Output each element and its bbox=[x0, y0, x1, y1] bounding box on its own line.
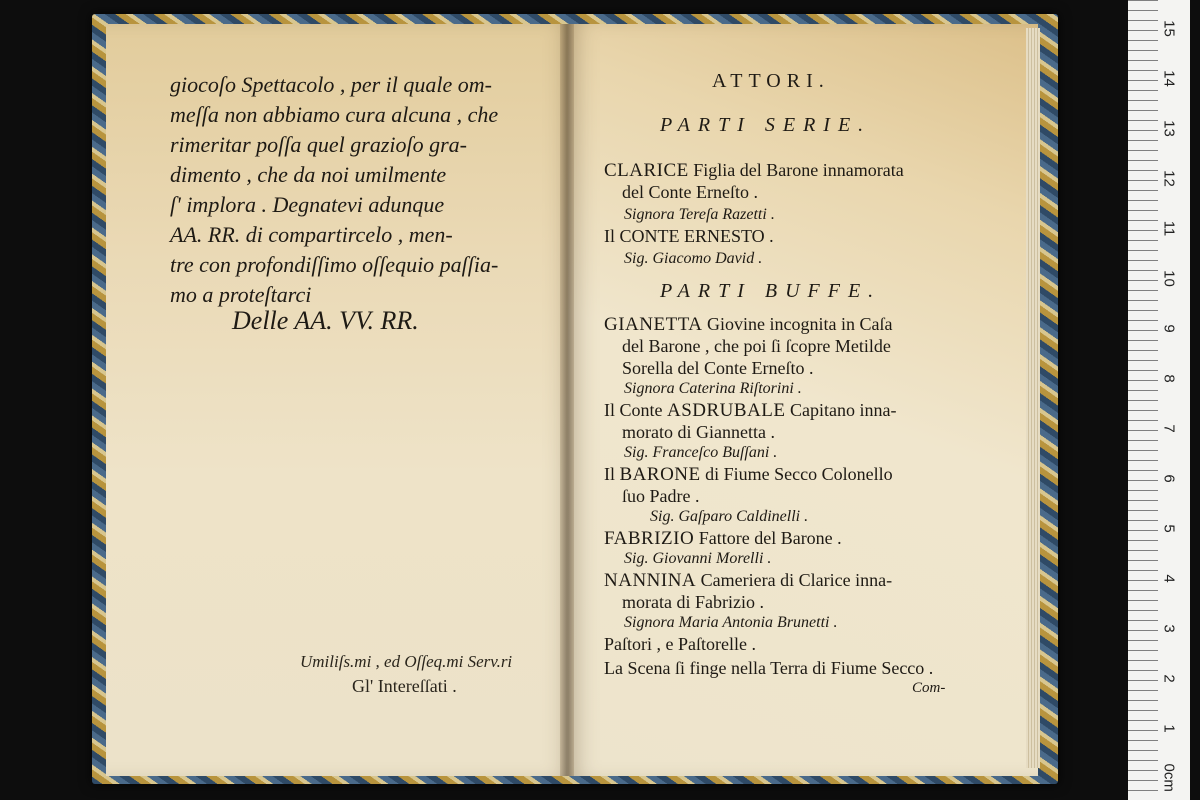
left-line: tre con profondiſſimo oſſequio paſſia- bbox=[170, 252, 499, 277]
measuring-ruler bbox=[1128, 0, 1190, 800]
parti-serie-heading: PARTI SERIE. bbox=[660, 114, 872, 136]
ruler-number: 11 bbox=[1160, 220, 1178, 237]
actor-line: Signora Caterina Riſtorini . bbox=[624, 380, 802, 397]
ruler-number: 5 bbox=[1160, 524, 1178, 533]
cast-line: CLARICE Figlia del Barone innamorata bbox=[604, 160, 904, 181]
ruler-number: 12 bbox=[1160, 170, 1178, 187]
book-gutter bbox=[560, 24, 574, 776]
cast-line: Il BARONE di Fiume Secco Colonello bbox=[604, 464, 893, 485]
ruler-ticks bbox=[1128, 0, 1158, 800]
left-line: meſſa non abbiamo cura alcuna , che bbox=[170, 102, 499, 127]
left-line: mo a proteſtarci bbox=[170, 282, 312, 307]
cast-line: Sorella del Conte Erneſto . bbox=[622, 358, 814, 378]
actor-line: Sig. Giovanni Morelli . bbox=[624, 550, 772, 567]
ruler-number: 13 bbox=[1160, 120, 1178, 137]
actor-line: Sig. Giacomo David . bbox=[624, 250, 763, 267]
ruler-number: 3 bbox=[1160, 624, 1178, 633]
actor-line: Sig. Gaſparo Caldinelli . bbox=[650, 508, 809, 525]
cast-line: GIANETTA Giovine incognita in Caſa bbox=[604, 314, 893, 335]
closing-line: Delle AA. VV. RR. bbox=[232, 306, 419, 335]
page-edges bbox=[1026, 28, 1040, 768]
ruler-number: 7 bbox=[1160, 424, 1178, 433]
signature-name: Gl' Intereſſati . bbox=[352, 676, 457, 696]
attori-heading: ATTORI. bbox=[712, 70, 830, 92]
cast-line: Il Conte ASDRUBALE Capitano inna- bbox=[604, 400, 897, 421]
ruler-number: 0cm bbox=[1160, 763, 1178, 792]
ruler-number: 6 bbox=[1160, 474, 1178, 483]
ruler-number: 9 bbox=[1160, 324, 1178, 333]
left-line: giocoſo Spettacolo , per il quale om- bbox=[170, 72, 492, 97]
left-line: dimento , che da noi umilmente bbox=[170, 162, 447, 187]
scene-line: La Scena ſi finge nella Terra di Fiume Secco . bbox=[604, 658, 934, 678]
actor-line: Signora Maria Antonia Brunetti . bbox=[624, 614, 838, 631]
signature-line: Umiliſs.mi , ed Oſſeq.mi Serv.ri bbox=[300, 652, 513, 671]
cast-line: Il CONTE ERNESTO . bbox=[604, 226, 774, 246]
parti-buffe-heading: PARTI BUFFE. bbox=[660, 280, 882, 302]
left-line: AA. RR. di compartircelo , men- bbox=[170, 222, 453, 247]
left-line: rimeritar poſſa quel grazioſo gra- bbox=[170, 132, 468, 157]
cast-line: del Conte Erneſto . bbox=[622, 182, 758, 202]
left-line: ſ' implora . Degnatevi adunque bbox=[170, 192, 445, 217]
ruler-number: 14 bbox=[1160, 70, 1178, 87]
cast-line: del Barone , che poi ſi ſcopre Metilde bbox=[622, 336, 891, 356]
ruler-number: 4 bbox=[1160, 574, 1178, 583]
ruler-number: 15 bbox=[1160, 20, 1178, 37]
cast-line: morato di Giannetta . bbox=[622, 422, 775, 442]
ruler-number: 10 bbox=[1160, 270, 1178, 287]
ruler-number: 1 bbox=[1160, 724, 1178, 733]
ruler-number: 8 bbox=[1160, 374, 1178, 383]
actor-line: Sig. Franceſco Buſſani . bbox=[624, 444, 778, 461]
cast-line: NANNINA Cameriera di Clarice inna- bbox=[604, 570, 893, 591]
cast-line: Paſtori , e Paſtorelle . bbox=[604, 634, 756, 654]
ruler-number: 2 bbox=[1160, 674, 1178, 683]
cast-line: morata di Fabrizio . bbox=[622, 592, 764, 612]
catchword: Com- bbox=[912, 680, 946, 696]
cast-line: ſuo Padre . bbox=[622, 486, 700, 506]
left-page-text bbox=[170, 70, 550, 310]
actor-line: Signora Tereſa Razetti . bbox=[624, 206, 775, 223]
cast-line: FABRIZIO Fattore del Barone . bbox=[604, 528, 842, 549]
